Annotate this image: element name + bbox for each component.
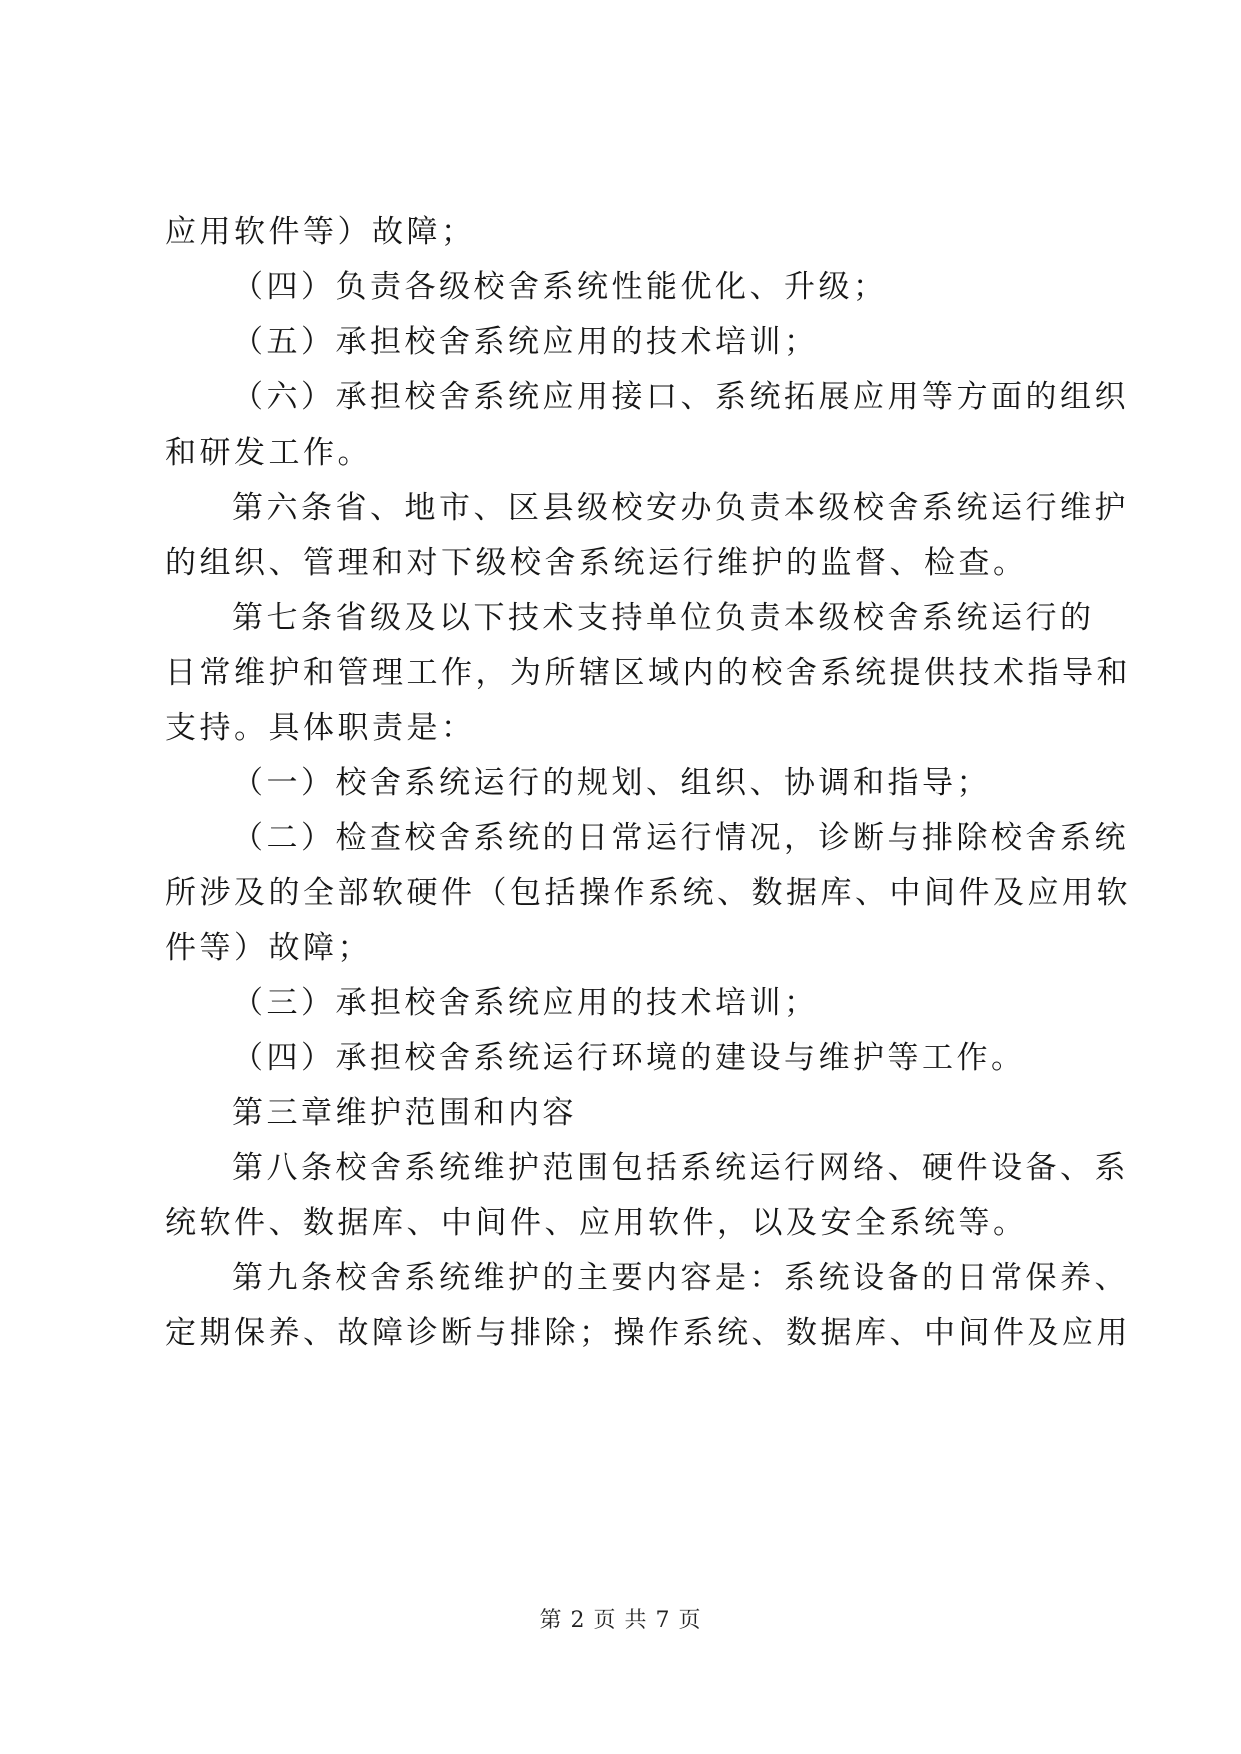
text-line-5: 和研发工作。 [165,435,372,471]
text-line-16: （四）承担校舍系统运行环境的建设与维护等工作。 [232,1040,1026,1076]
text-line-4: （六）承担校舍系统应用接口、系统拓展应用等方面的组织 [232,379,1129,415]
section-heading: 第三章维护范围和内容 [232,1095,577,1131]
text-line-7: 的组织、管理和对下级校舍系统运行维护的监督、检查。 [165,545,1028,581]
page-number-footer: 第 2 页 共 7 页 [539,1608,702,1633]
text-line-10: 支持。具体职责是： [165,710,476,746]
text-line-2: （四）负责各级校舍系统性能优化、升级； [232,269,888,305]
text-line-19: 统软件、数据库、中间件、应用软件，以及安全系统等。 [165,1205,1028,1241]
text-line-9: 日常维护和管理工作，为所辖区域内的校舍系统提供技术指导和 [165,655,1131,691]
text-line-8: 第七条省级及以下技术支持单位负责本级校舍系统运行的 [232,600,1095,636]
text-line-1: 应用软件等）故障； [165,214,476,250]
text-line-15: （三）承担校舍系统应用的技术培训； [232,985,819,1021]
text-line-14: 件等）故障； [165,930,372,966]
text-line-3: （五）承担校舍系统应用的技术培训； [232,324,819,360]
text-line-11: （一）校舍系统运行的规划、组织、协调和指导； [232,765,991,801]
text-line-6: 第六条省、地市、区县级校安办负责本级校舍系统运行维护 [232,490,1129,526]
text-line-13: 所涉及的全部软硬件（包括操作系统、数据库、中间件及应用软 [165,875,1131,911]
text-line-18: 第八条校舍系统维护范围包括系统运行网络、硬件设备、系 [232,1150,1129,1186]
text-line-12: （二）检查校舍系统的日常运行情况，诊断与排除校舍系统 [232,820,1129,856]
text-line-21: 定期保养、故障诊断与排除；操作系统、数据库、中间件及应用 [165,1315,1131,1351]
text-line-20: 第九条校舍系统维护的主要内容是：系统设备的日常保养、 [232,1260,1129,1296]
